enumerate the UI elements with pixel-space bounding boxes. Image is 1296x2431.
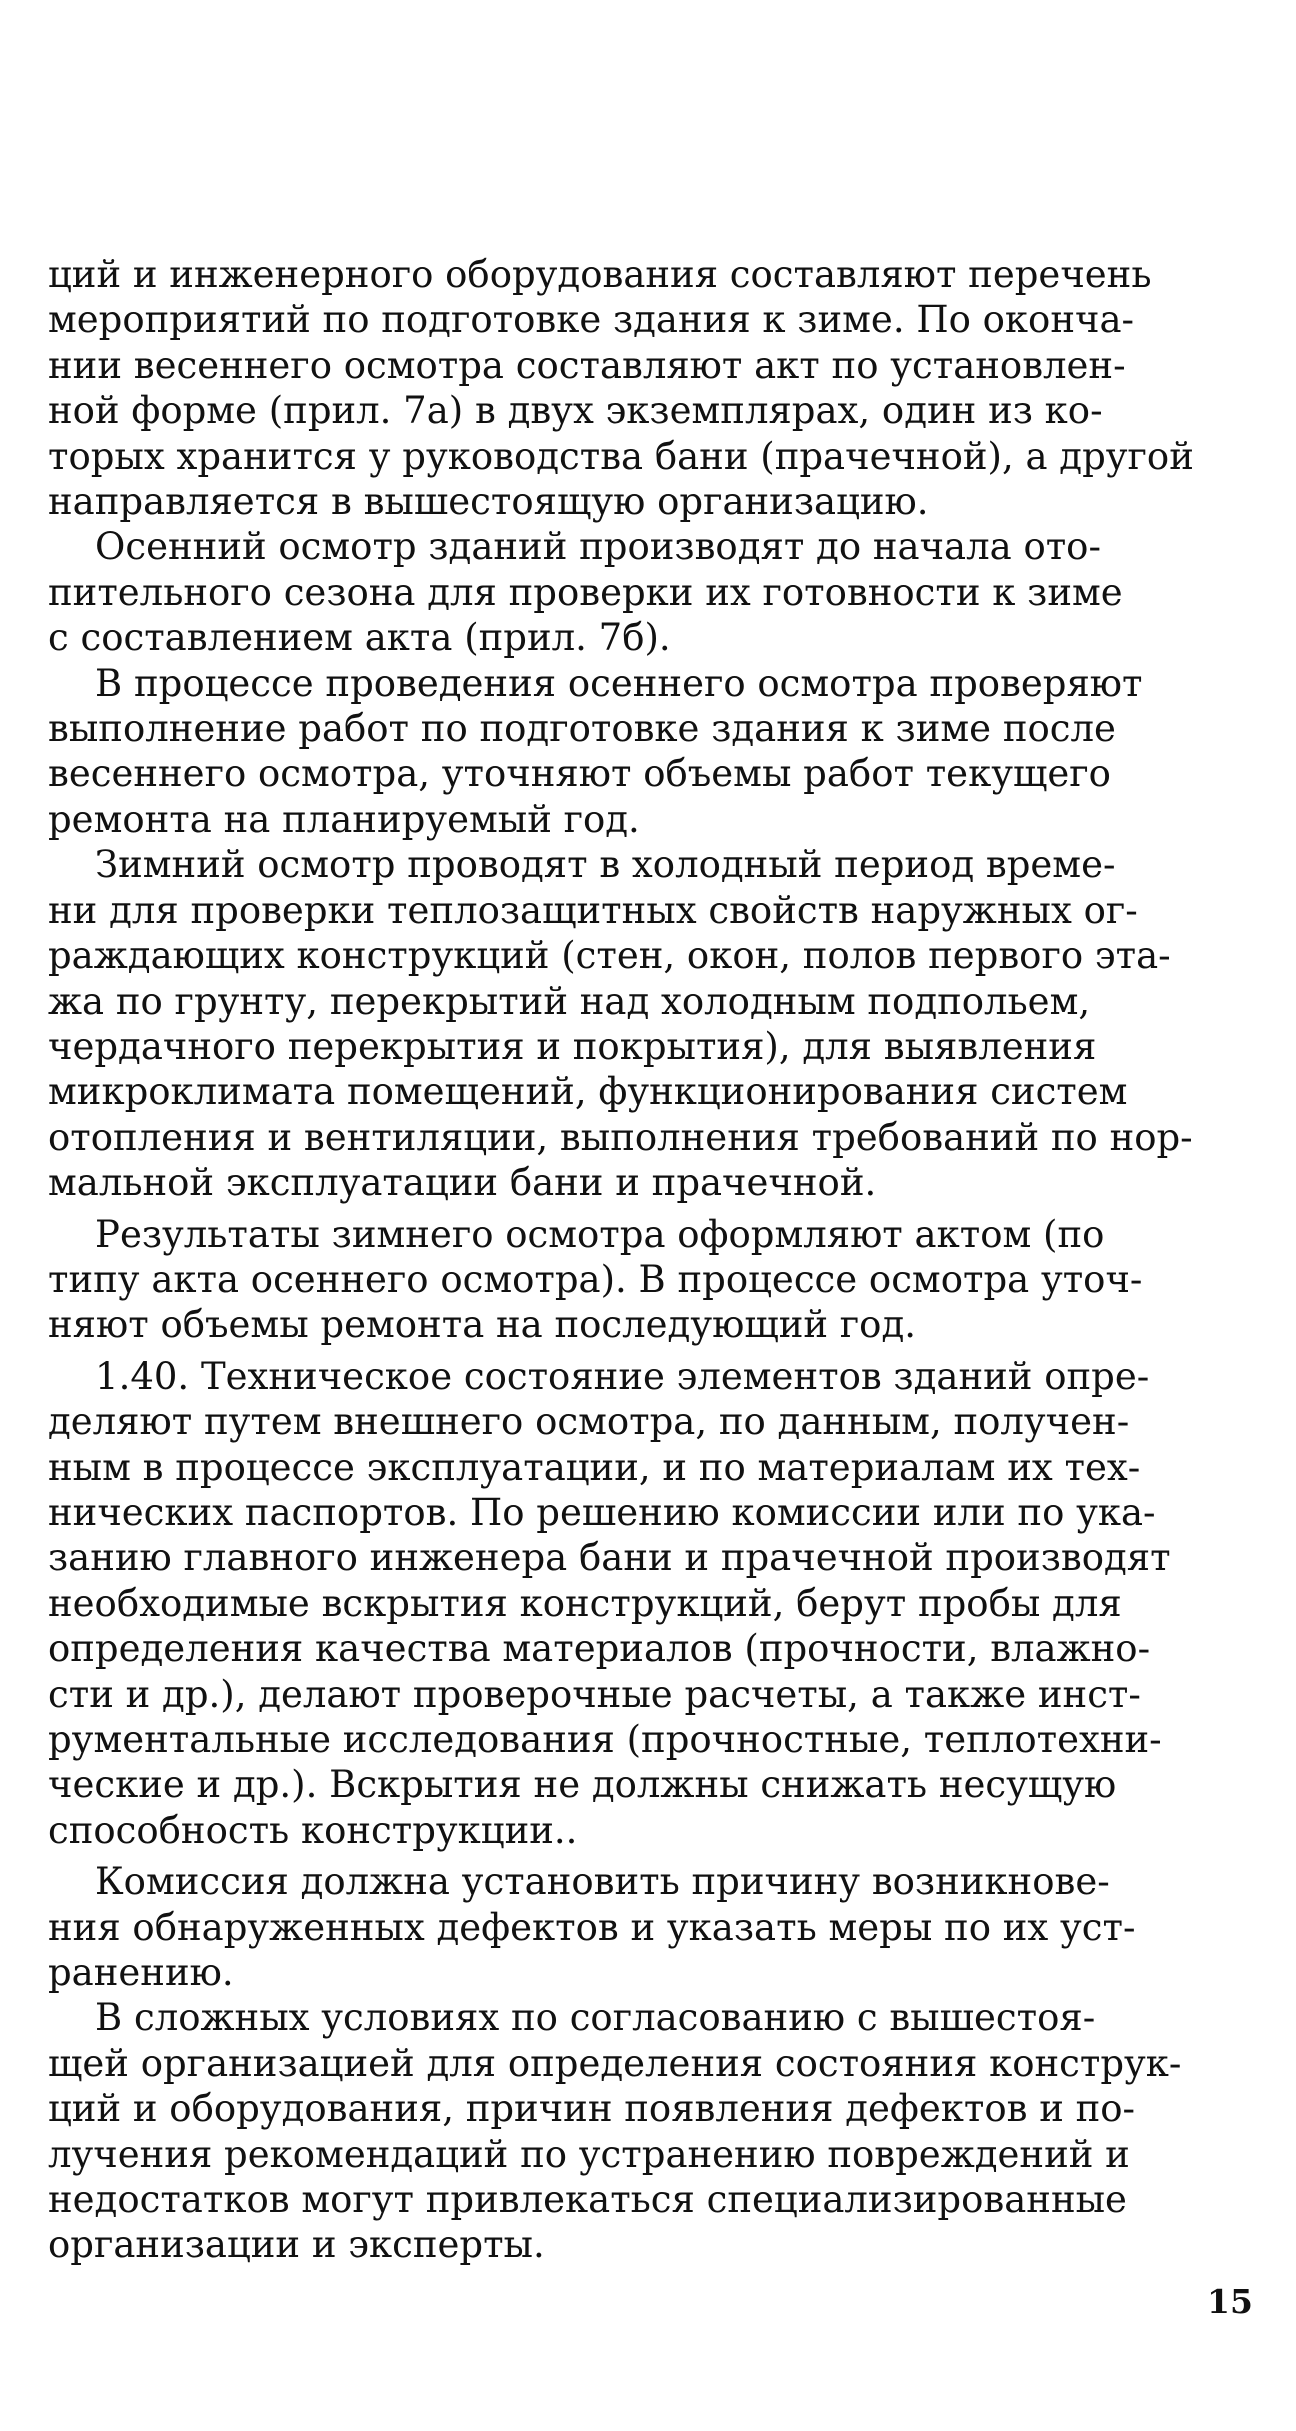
- paragraph: [48, 1212, 1248, 1348]
- text-line: Осенний осмотр зданий производят до начала ото-: [48, 525, 1101, 569]
- text-line: Комиссия должна установить причину возникнове-: [48, 1860, 1110, 1904]
- text-line: весеннего осмотра, уточняют объемы работ текущего: [48, 752, 1111, 796]
- text-line: мальной эксплуатации бани и прачечной.: [48, 1161, 877, 1205]
- paragraph: [48, 252, 1248, 524]
- text-line: с составлением акта (прил. 7б).: [48, 616, 671, 660]
- text-line: нических паспортов. По решению комиссии или по ука-: [48, 1490, 1156, 1534]
- page-number: 15: [1207, 2282, 1253, 2321]
- text-line: деляют путем внешнего осмотра, по данным, получен-: [48, 1400, 1130, 1444]
- text-line: мероприятий по подготовке здания к зиме. По оконча-: [48, 298, 1135, 342]
- text-line: способность конструкции..: [48, 1808, 578, 1852]
- paragraph: [48, 1859, 1248, 1995]
- text-line: определения качества материалов (прочности, влажно-: [48, 1627, 1151, 1671]
- text-line: микроклимата помещений, функционирования систем: [48, 1070, 1128, 1114]
- text-line: направляется в вышестоящую организацию.: [48, 480, 929, 524]
- text-line: занию главного инженера бани и прачечной производят: [48, 1536, 1171, 1580]
- text-line: сти и др.), делают проверочные расчеты, а также инст-: [48, 1672, 1141, 1716]
- paragraph: [48, 524, 1248, 660]
- document-body: [48, 252, 1248, 2268]
- text-line: ций и инженерного оборудования составляют перечень: [48, 253, 1152, 296]
- text-line: выполнение работ по подготовке здания к зиме после: [48, 707, 1116, 751]
- text-line: жа по грунту, перекрытий над холодным подпольем,: [48, 979, 1091, 1023]
- text-line: чердачного перекрытия и покрытия), для выявления: [48, 1024, 1097, 1068]
- text-line: В сложных условиях по согласованию с вышестоя-: [48, 1996, 1096, 2040]
- text-line: лучения рекомендаций по устранению повреждений и: [48, 2132, 1130, 2176]
- text-line: ной форме (прил. 7а) в двух экземплярах, один из ко-: [48, 389, 1103, 433]
- text-line: организации и эксперты.: [48, 2223, 545, 2267]
- text-line: отопления и вентиляции, выполнения требований по нор-: [48, 1115, 1193, 1159]
- text-line: ремонта на планируемый год.: [48, 797, 640, 841]
- text-line: торых хранится у руководства бани (прачечной), а другой: [48, 434, 1194, 478]
- text-line: ния обнаруженных дефектов и указать меры по их уст-: [48, 1905, 1136, 1949]
- text-line: недостатков могут привлекаться специализированные: [48, 2178, 1127, 2222]
- paragraph: [48, 1354, 1248, 1853]
- text-line: необходимые вскрытия конструкций, берут пробы для: [48, 1581, 1122, 1625]
- text-line: В процессе проведения осеннего осмотра проверяют: [48, 661, 1143, 705]
- text-line: 1.40. Техническое состояние элементов зданий опре-: [48, 1354, 1150, 1398]
- text-line: Зимний осмотр проводят в холодный период време-: [48, 843, 1116, 887]
- text-line: ций и оборудования, причин появления дефектов и по-: [48, 2087, 1136, 2131]
- text-line: ранению.: [48, 1951, 234, 1995]
- text-line: няют объемы ремонта на последующий год.: [48, 1303, 917, 1347]
- text-line: нии весеннего осмотра составляют акт по установлен-: [48, 343, 1126, 387]
- paragraph: [48, 1995, 1248, 2267]
- text-line: ческие и др.). Вскрытия не должны снижать несущую: [48, 1763, 1117, 1807]
- text-line: типу акта осеннего осмотра). В процессе осмотра уточ-: [48, 1257, 1143, 1301]
- text-line: пительного сезона для проверки их готовности к зиме: [48, 570, 1123, 614]
- paragraph: [48, 842, 1248, 1205]
- text-line: раждающих конструкций (стен, окон, полов первого эта-: [48, 934, 1171, 978]
- paragraph: [48, 661, 1248, 843]
- text-line: Результаты зимнего осмотра оформляют актом (по: [48, 1212, 1105, 1256]
- text-line: щей организацией для определения состояния конструк-: [48, 2041, 1182, 2085]
- text-line: ным в процессе эксплуатации, и по материалам их тех-: [48, 1445, 1141, 1489]
- text-line: рументальные исследования (прочностные, теплотехни-: [48, 1718, 1162, 1761]
- text-line: ни для проверки теплозащитных свойств наружных ог-: [48, 888, 1138, 932]
